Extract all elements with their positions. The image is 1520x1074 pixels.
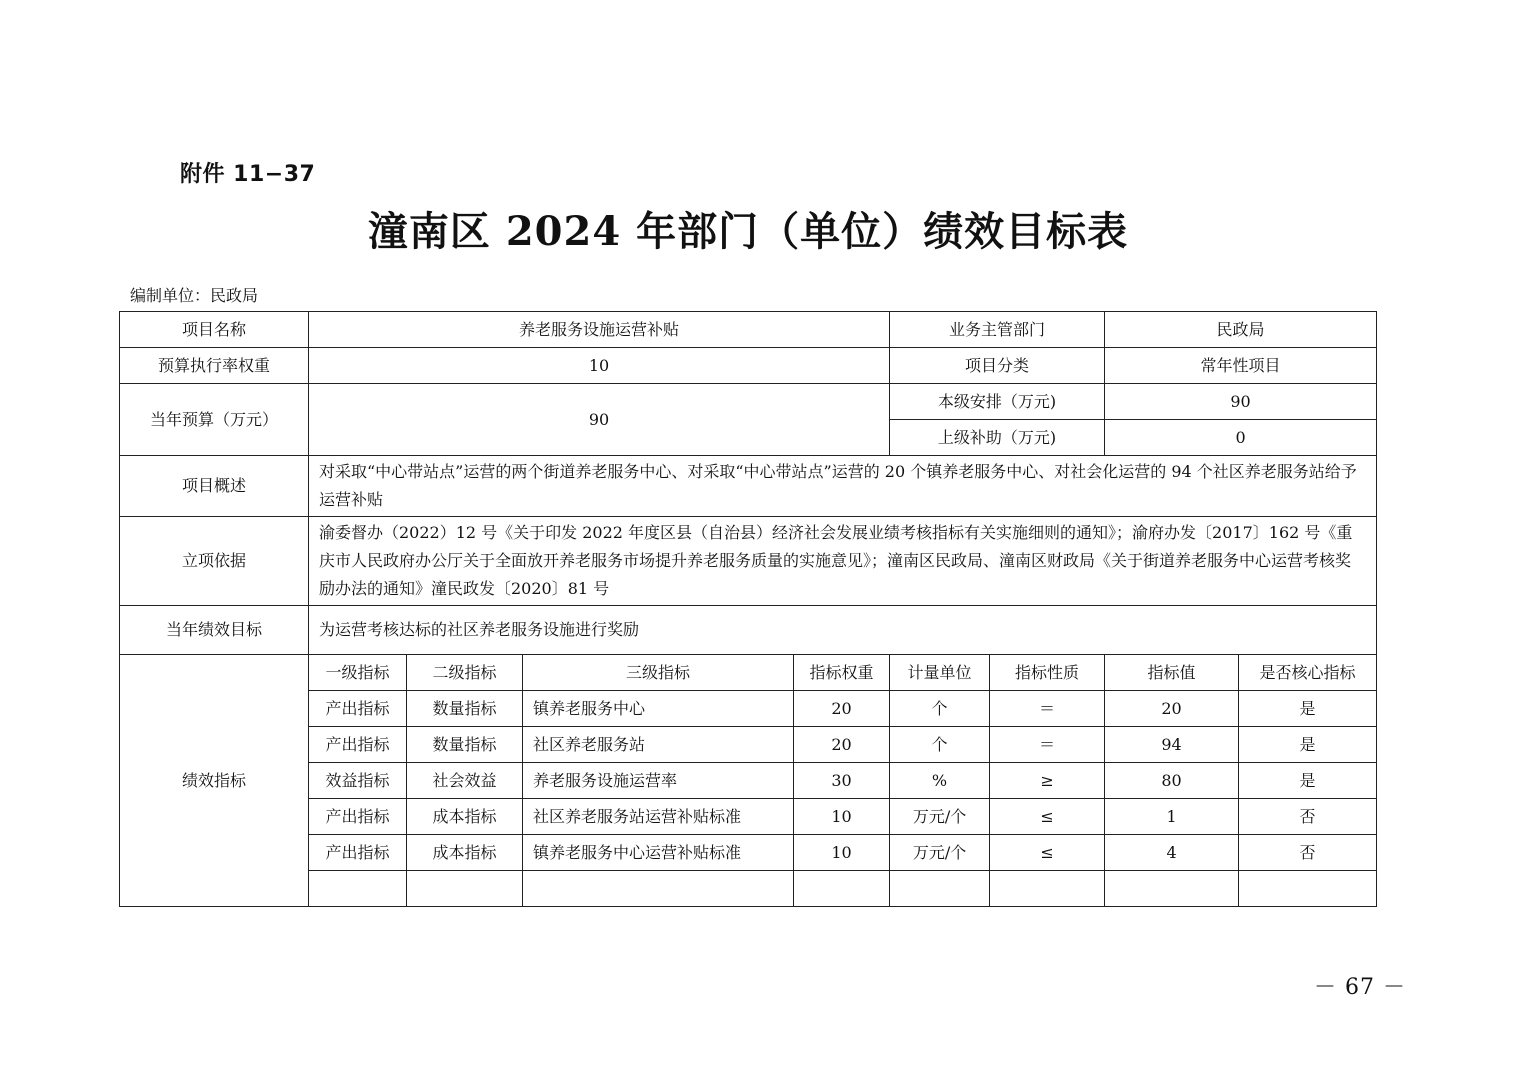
basis-text: 渝委督办（2022）12 号《关于印发 2022 年度区县（自治县）经济社会发展业绩考核指标有关实施细则的通知》；渝府办发〔2017〕162 号《重庆市人民政府办公厅关于全面放开养老服务市场提升养老服务质量的实施意见》；潼南区民政局、潼南区财政局《关于街道养老服务中心运营考核奖励办法的通知》潼民政发〔2020〕81 号: [309, 517, 1377, 606]
header-unit: 计量单位: [890, 655, 990, 691]
core-cell: 是: [1239, 727, 1377, 763]
indicator-row: [120, 727, 1377, 763]
core-cell: 否: [1239, 835, 1377, 871]
unit-cell: %: [890, 763, 990, 799]
value-cell: 94: [1105, 727, 1239, 763]
weight-cell: 20: [794, 727, 890, 763]
nature-cell: ≤: [990, 799, 1105, 835]
core-cell: 否: [1239, 799, 1377, 835]
weight-cell: 20: [794, 691, 890, 727]
unit-cell: 万元/个: [890, 835, 990, 871]
nature-cell: ＝: [990, 691, 1105, 727]
empty-cell: [990, 871, 1105, 907]
core-cell: 是: [1239, 691, 1377, 727]
indicator-header-row: [120, 655, 1377, 691]
compiler-unit: 编制单位：民政局: [130, 286, 259, 305]
header-core: 是否核心指标: [1239, 655, 1377, 691]
page-number: － 67 －: [1314, 975, 1406, 1000]
level2-cell: 成本指标: [407, 835, 523, 871]
nature-cell: ≥: [990, 763, 1105, 799]
value-cell: 1: [1105, 799, 1239, 835]
level3-cell: 镇养老服务中心运营补贴标准: [523, 835, 794, 871]
page-title: 潼南区 2024 年部门（单位）绩效目标表: [367, 208, 1129, 255]
level1-cell: 效益指标: [309, 763, 407, 799]
table-row: [120, 606, 1377, 655]
annual-budget-label: 当年预算（万元）: [120, 384, 309, 456]
level2-cell: 成本指标: [407, 799, 523, 835]
empty-cell: [890, 871, 990, 907]
table-row: [120, 517, 1377, 606]
level3-cell: 社区养老服务站: [523, 727, 794, 763]
unit-cell: 个: [890, 691, 990, 727]
level2-cell: 数量指标: [407, 691, 523, 727]
empty-cell: [407, 871, 523, 907]
level1-cell: 产出指标: [309, 835, 407, 871]
weight-cell: 10: [794, 835, 890, 871]
local-allocation-label: 本级安排（万元): [890, 384, 1105, 420]
header-level1: 一级指标: [309, 655, 407, 691]
header-value: 指标值: [1105, 655, 1239, 691]
indicator-row: [120, 691, 1377, 727]
upper-subsidy-value: 0: [1105, 420, 1377, 456]
table-row: [120, 384, 1377, 420]
nature-cell: ≤: [990, 835, 1105, 871]
table-row: [120, 312, 1377, 348]
basis-label: 立项依据: [120, 517, 309, 606]
empty-cell: [523, 871, 794, 907]
unit-cell: 个: [890, 727, 990, 763]
empty-cell: [309, 871, 407, 907]
level3-cell: 镇养老服务中心: [523, 691, 794, 727]
empty-cell: [794, 871, 890, 907]
empty-cell: [1105, 871, 1239, 907]
value-cell: 4: [1105, 835, 1239, 871]
indicator-row: [120, 799, 1377, 835]
empty-cell: [1239, 871, 1377, 907]
performance-target-table: [119, 311, 1377, 907]
local-allocation-value: 90: [1105, 384, 1377, 420]
indicators-label: 绩效指标: [120, 655, 309, 907]
level1-cell: 产出指标: [309, 691, 407, 727]
overview-text: 对采取“中心带站点”运营的两个街道养老服务中心、对采取“中心带站点”运营的 20 个镇养老服务中心、对社会化运营的 94 个社区养老服务站给予运营补贴: [309, 456, 1377, 517]
budget-weight-value: 10: [309, 348, 890, 384]
goal-label: 当年绩效目标: [120, 606, 309, 655]
level2-cell: 数量指标: [407, 727, 523, 763]
level2-cell: 社会效益: [407, 763, 523, 799]
unit-cell: 万元/个: [890, 799, 990, 835]
header-weight: 指标权重: [794, 655, 890, 691]
project-name-label: 项目名称: [120, 312, 309, 348]
empty-indicator-row: [120, 871, 1377, 907]
category-label: 项目分类: [890, 348, 1105, 384]
nature-cell: ＝: [990, 727, 1105, 763]
category-value: 常年性项目: [1105, 348, 1377, 384]
core-cell: 是: [1239, 763, 1377, 799]
level3-cell: 养老服务设施运营率: [523, 763, 794, 799]
upper-subsidy-label: 上级补助（万元): [890, 420, 1105, 456]
value-cell: 20: [1105, 691, 1239, 727]
header-nature: 指标性质: [990, 655, 1105, 691]
value-cell: 80: [1105, 763, 1239, 799]
header-level3: 三级指标: [523, 655, 794, 691]
table-row: [120, 456, 1377, 517]
table-row: [120, 348, 1377, 384]
project-name-value: 养老服务设施运营补贴: [309, 312, 890, 348]
level1-cell: 产出指标: [309, 799, 407, 835]
level3-cell: 社区养老服务站运营补贴标准: [523, 799, 794, 835]
annual-budget-value: 90: [309, 384, 890, 456]
weight-cell: 10: [794, 799, 890, 835]
weight-cell: 30: [794, 763, 890, 799]
budget-weight-label: 预算执行率权重: [120, 348, 309, 384]
supervising-dept-value: 民政局: [1105, 312, 1377, 348]
indicator-row: [120, 835, 1377, 871]
attachment-label: 附件 11−37: [180, 162, 316, 187]
header-level2: 二级指标: [407, 655, 523, 691]
overview-label: 项目概述: [120, 456, 309, 517]
indicator-row: [120, 763, 1377, 799]
goal-text: 为运营考核达标的社区养老服务设施进行奖励: [309, 606, 1377, 655]
level1-cell: 产出指标: [309, 727, 407, 763]
supervising-dept-label: 业务主管部门: [890, 312, 1105, 348]
